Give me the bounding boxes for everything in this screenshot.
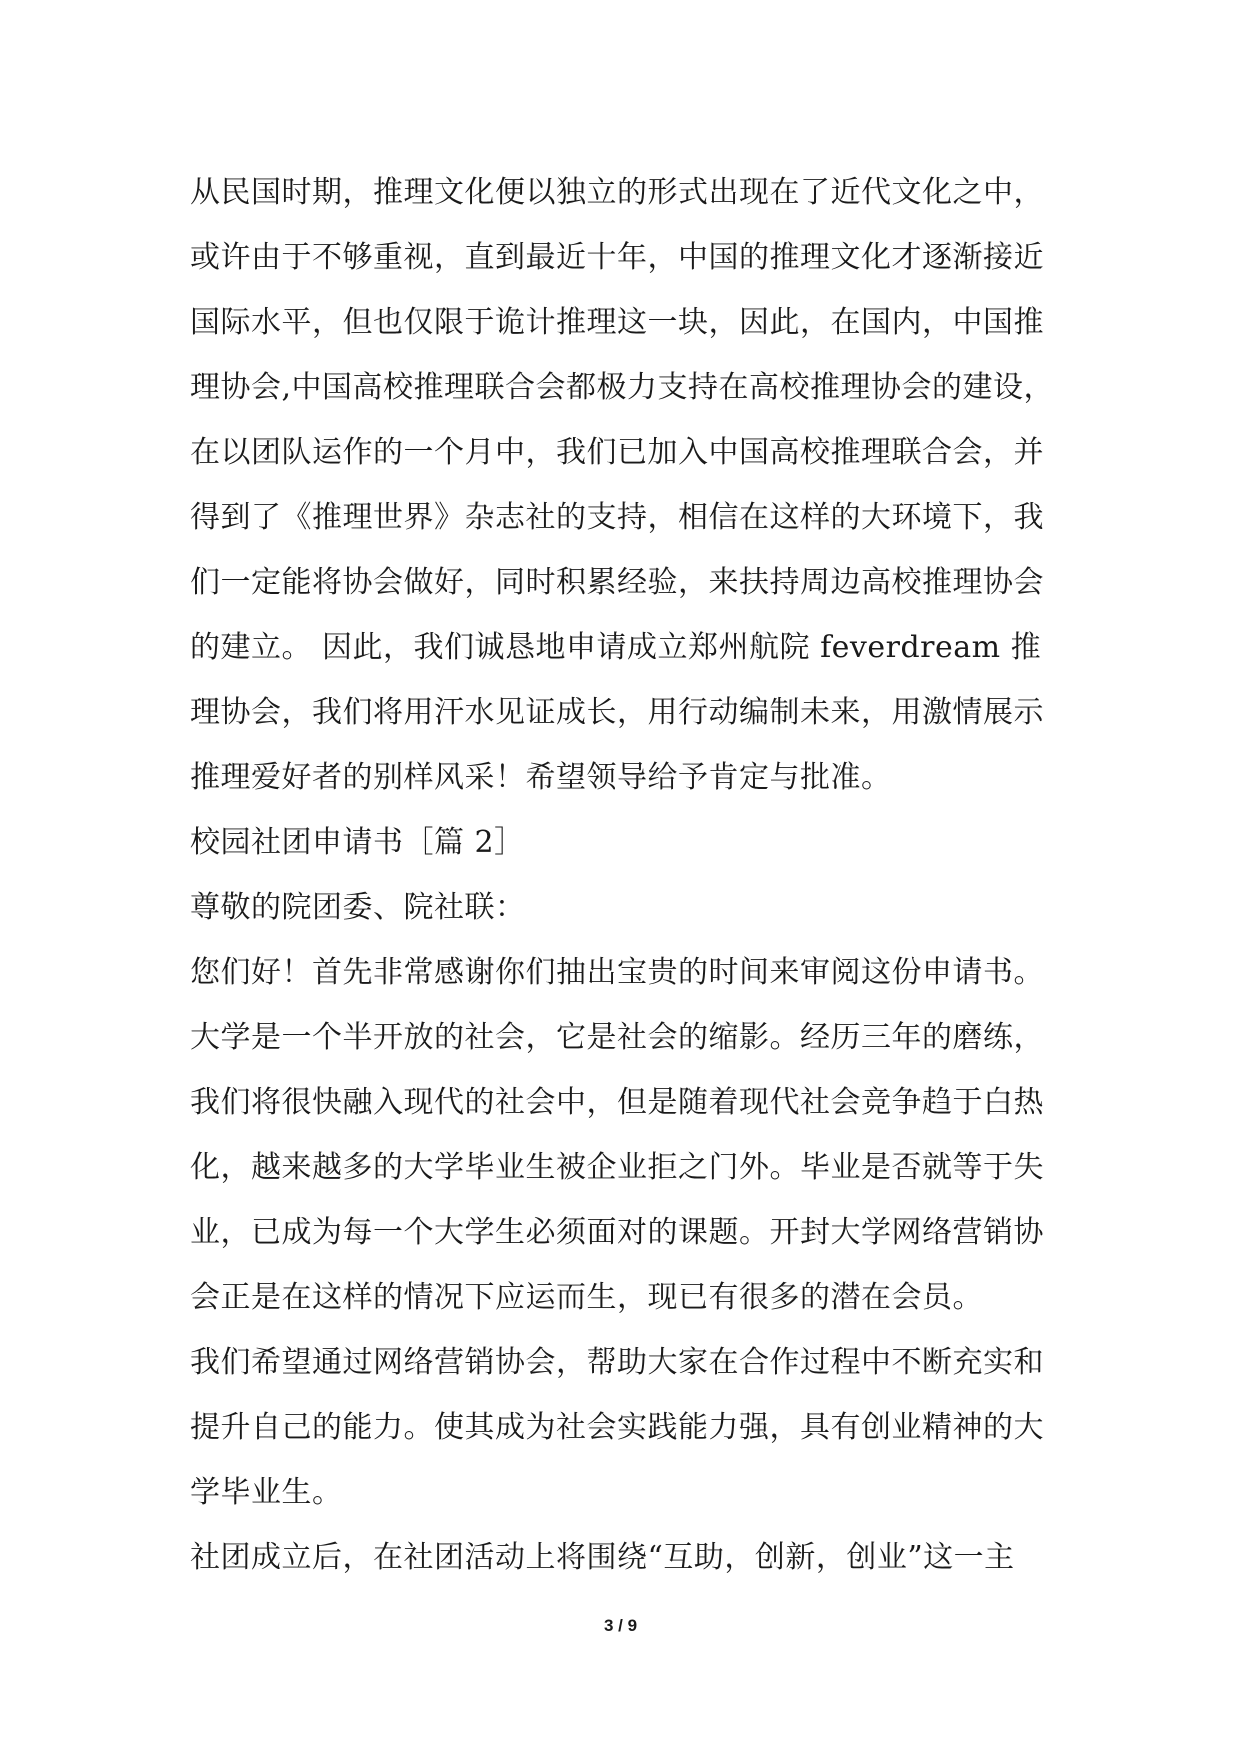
text-line: 学毕业生。 — [190, 1475, 343, 1510]
text-line: 大学是一个半开放的社会，它是社会的缩影。经历三年的磨练， — [190, 1020, 1044, 1055]
text-line: 从民国时期，推理文化便以独立的形式出现在了近代文化之中， — [190, 175, 1044, 210]
text-line: 们一定能将协会做好，同时积累经验，来扶持周边高校推理协会 — [190, 565, 1044, 600]
text-line: 社团成立后，在社团活动上将围绕“互助，创新，创业”这一主 — [190, 1540, 1015, 1575]
section-heading: 校园社团申请书［篇 2］ — [190, 825, 525, 860]
text-line: 会正是在这样的情况下应运而生，现已有很多的潜在会员。 — [190, 1280, 983, 1315]
salutation: 尊敬的院团委、院社联： — [190, 890, 526, 925]
text-line: 您们好！首先非常感谢你们抽出宝贵的时间来审阅这份申请书。 — [190, 955, 1044, 990]
text-line: 理协会,中国高校推理联合会都极力支持在高校推理协会的建设， — [190, 370, 1055, 405]
text-line: 我们希望通过网络营销协会，帮助大家在合作过程中不断充实和 — [190, 1345, 1044, 1380]
text-line: 化，越来越多的大学毕业生被企业拒之门外。毕业是否就等于失 — [190, 1150, 1044, 1185]
text-line: 理协会，我们将用汗水见证成长，用行动编制未来，用激情展示 — [190, 695, 1044, 730]
text-line: 我们将很快融入现代的社会中，但是随着现代社会竞争趋于白热 — [190, 1085, 1044, 1120]
text-line: 业，已成为每一个大学生必须面对的课题。开封大学网络营销协 — [190, 1215, 1044, 1250]
text-line: 提升自己的能力。使其成为社会实践能力强，具有创业精神的大 — [190, 1410, 1044, 1445]
page-number: 3 / 9 — [603, 1616, 638, 1635]
text-line: 得到了《推理世界》杂志社的支持，相信在这样的大环境下，我 — [190, 500, 1044, 535]
text-line: 国际水平，但也仅限于诡计推理这一块，因此，在国内，中国推 — [190, 305, 1044, 340]
document-body — [190, 160, 1070, 1590]
text-line: 在以团队运作的一个月中，我们已加入中国高校推理联合会，并 — [190, 435, 1044, 470]
text-line: 或许由于不够重视，直到最近十年，中国的推理文化才逐渐接近 — [190, 240, 1044, 275]
text-line: 推理爱好者的别样风采！希望领导给予肯定与批准。 — [190, 760, 892, 795]
text-line: 的建立。 因此，我们诚恳地申请成立郑州航院 feverdream 推 — [190, 630, 1042, 665]
